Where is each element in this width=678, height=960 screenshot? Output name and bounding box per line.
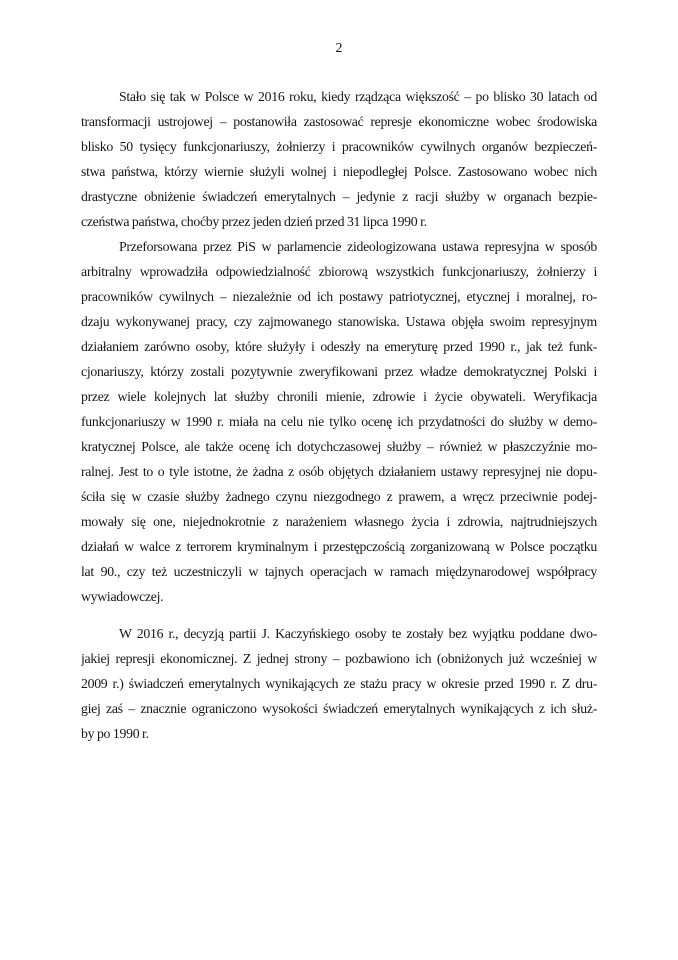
text-line: giej zaś – znacznie ograniczono wysokości świadczeń emerytalnych wynikających z ich służ- xyxy=(81,701,597,716)
paragraph xyxy=(81,234,597,609)
paragraph xyxy=(81,621,597,746)
text-line: stwa państwa, którzy wiernie służyli wolnej i niepodległej Polsce. Zastosowano wobec nich xyxy=(81,164,597,179)
text-line: transformacji ustrojowej – postanowiła zastosować represje ekonomiczne wobec środowiska xyxy=(81,114,597,129)
text-line: W 2016 r., decyzją partii J. Kaczyńskiego osoby te zostały bez wyjątku poddane dwo- xyxy=(119,626,597,641)
text-line: przez wiele kolejnych lat służby chronili mienie, zdrowie i życie obywateli. Weryfikacja xyxy=(81,389,597,404)
text-line: ralnej. Jest to o tyle istotne, że żadna z osób objętych działaniem ustawy represyjnej nie dopu- xyxy=(81,464,597,479)
text-line: drastyczne obniżenie świadczeń emerytalnych – jedynie z racji służby w organach bezpie- xyxy=(81,189,597,204)
text-line: blisko 50 tysięcy funkcjonariuszy, żołnierzy i pracowników cywilnych organów bezpieczeń- xyxy=(81,139,597,154)
text-line: lat 90., czy też uczestniczyli w tajnych operacjach w ramach międzynarodowej współpracy xyxy=(81,564,597,579)
text-line: cjonariuszy, którzy zostali pozytywnie zweryfikowani przez władze demokratycznej Polski i xyxy=(81,364,597,379)
text-line: by po 1990 r. xyxy=(81,726,149,741)
paragraph xyxy=(81,84,597,234)
text-line: ściła się w czasie służby żadnego czynu niezgodnego z prawem, a wręcz przeciwnie podej- xyxy=(81,489,597,504)
text-line: mowały się one, niejednokrotnie z narażeniem własnego życia i zdrowia, najtrudniejszych xyxy=(81,514,597,529)
text-line: Przeforsowana przez PiS w parlamencie zideologizowana ustawa represyjna w sposób xyxy=(119,239,597,254)
page-number: 2 xyxy=(335,41,343,56)
text-line: jakiej represji ekonomicznej. Z jednej strony – pozbawiono ich (obniżonych już wcześniej w xyxy=(81,651,597,666)
text-line: Stało się tak w Polsce w 2016 roku, kiedy rządząca większość – po blisko 30 latach od xyxy=(119,89,597,104)
text-line: czeństwa państwa, choćby przez jeden dzień przed 31 lipca 1990 r. xyxy=(81,214,427,229)
text-line: działaniem zarówno osoby, które służyły i odeszły na emeryturę przed 1990 r., jak też funk- xyxy=(81,339,597,354)
text-line: działań w walce z terrorem kryminalnym i przestępczością zorganizowaną w Polsce początku xyxy=(81,539,597,554)
text-line: funkcjonariuszy w 1990 r. miała na celu nie tylko ocenę ich przydatności do służby w demo- xyxy=(81,414,597,429)
text-line: arbitralny wprowadziła odpowiedzialność zbiorową wszystkich funkcjonariuszy, żołnierzy i xyxy=(81,264,597,279)
text-line: dzaju wykonywanej pracy, czy zajmowanego stanowiska. Ustawa objęła swoim represyjnym xyxy=(81,314,597,329)
document-body xyxy=(81,84,597,746)
text-line: wywiadowczej. xyxy=(81,589,164,604)
text-line: 2009 r.) świadczeń emerytalnych wynikających ze stażu pracy w okresie przed 1990 r. Z dru- xyxy=(81,676,597,691)
text-line: kratycznej Polsce, ale także ocenę ich dotychczasowej służby – również w płaszczyźnie mo- xyxy=(81,439,597,454)
text-line: pracowników cywilnych – niezależnie od ich postawy patriotycznej, etycznej i moralnej, ro- xyxy=(81,289,597,304)
